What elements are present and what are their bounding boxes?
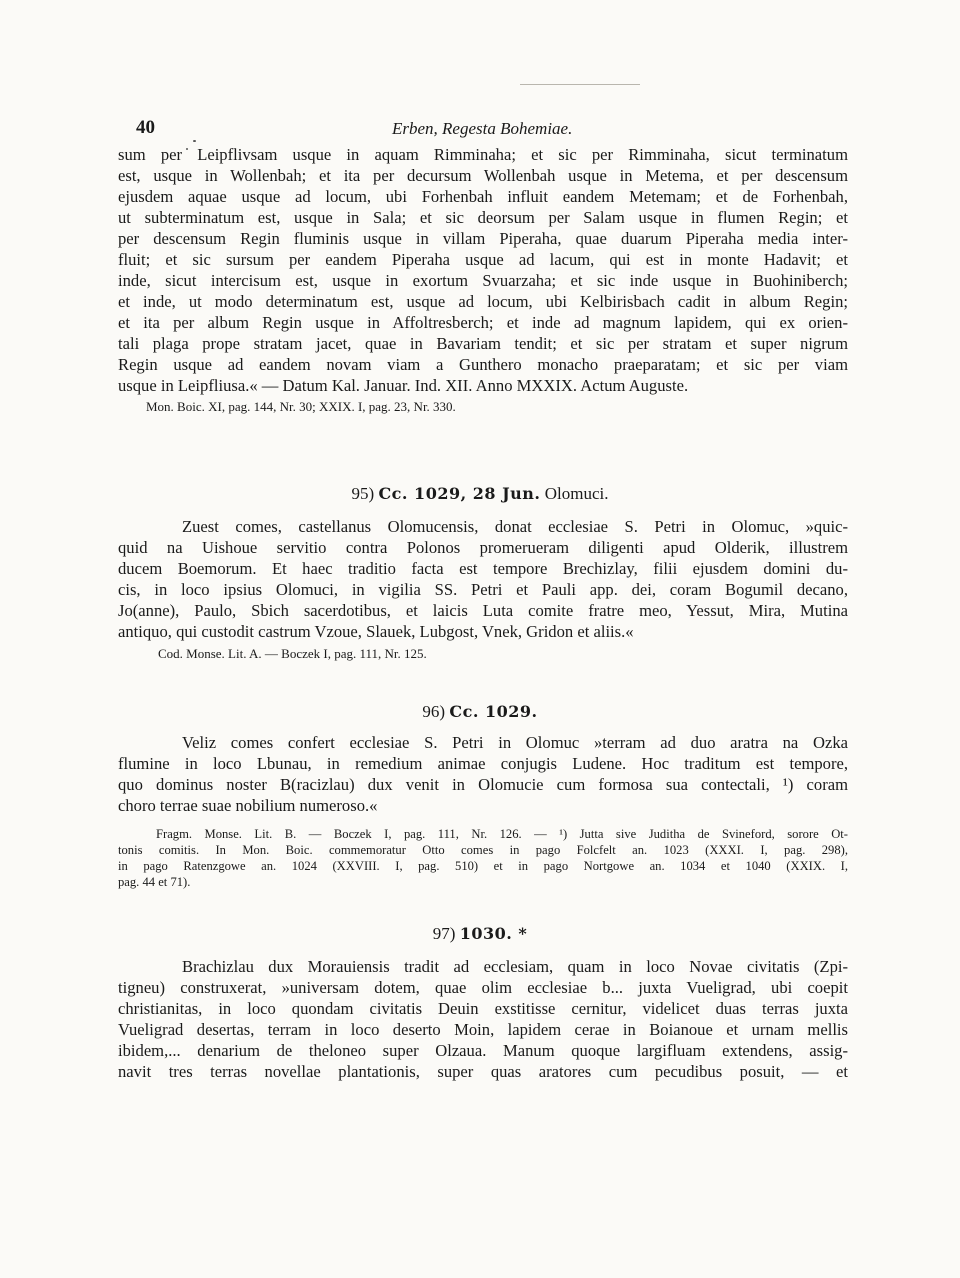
text-line: quid na Uishoue servitio contra Polonos promerueram diligenti apud Olderik, illustrem (118, 538, 848, 557)
text-line: sum per Leipflivsam usque in aquam Rimminaha; et sic per Rimminaha, sicut terminatum (118, 145, 848, 164)
text-line: per descensum Regin fluminis usque in villam Piperaha, quae duarum Piperaha media inter- (118, 229, 848, 248)
text-line: Jo(anne), Paulo, Sbich sacerdotibus, et laicis Luta comite fratre meo, Yessut, Mira, Mutina (118, 601, 848, 620)
source-citation: Mon. Boic. XI, pag. 144, Nr. 30; XXIX. I, pag. 23, Nr. 330. (146, 399, 456, 414)
source-citation: Cod. Monse. Lit. A. — Boczek I, pag. 111, Nr. 125. (158, 646, 427, 661)
text-line: Brachizlau dux Morauiensis tradit ad ecclesiam, quam in loco Novae civitatis (Zpi- (182, 957, 848, 976)
entry-heading (0, 702, 960, 722)
entry-number: 96) (422, 702, 446, 721)
text-line: Vueligrad desertas, terram in loco deserto Moin, lapidem cerae in Boianoue et urnam mellis (118, 1020, 848, 1039)
page-number: 40 (136, 117, 155, 138)
text-line: ut subterminatum est, usque in Sala; et sic deorsum per Salam usque in flumen Regin; et (118, 208, 848, 227)
entry-number: 97) (432, 924, 456, 943)
note-line: Fragm. Monse. Lit. B. — Boczek I, pag. 111, Nr. 126. — ¹) Jutta sive Juditha de Svineford, sorore Ot- (156, 827, 848, 841)
note-line: tonis comitis. In Mon. Boic. commemoratur Otto comes in pago Folcfelt an. 1023 (XXXI. I, pag. 298), (118, 843, 848, 857)
entry-number: 95) (351, 484, 375, 503)
text-line: christianitas, in loco quondam civitatis Deuin exstitisse cernitur, videlicet duas terras juxta (118, 999, 848, 1018)
text-line: flumine in loco Lbunau, in remedium animae conjugis Ludene. Hoc traditum est tempore, (118, 754, 848, 773)
text-line: antiquo, qui custodit castrum Vzoue, Slauek, Lubgost, Vnek, Gridon et aliis.« (118, 622, 634, 641)
text-line: fluit; et sic sursum per eandem Piperaha usque ad lacum, qui est in monte Hadavit; et (118, 250, 848, 269)
entry-date: 1030. * (459, 924, 528, 943)
entry-text (118, 516, 848, 663)
text-line: inde, sicut intercisum est, usque in exortum Svuarzaha; et sic inde usque in Buohiniberch; (118, 271, 848, 290)
text-line: et ita per album Regin usque in Affoltresberch; et inde ad magnum lapidem, qui ex orien- (118, 313, 848, 332)
entry-date: Cc. 1029. (449, 702, 538, 721)
text-line: tigneu) construxerat, »universam dotem, quae olim ecclesiae b... juxta Vueligrad, ubi coepit (118, 978, 848, 997)
text-line: ibidem,... denarium de theloneo super Olzaua. Manum quoque largifluam extendens, assig- (118, 1041, 848, 1060)
running-title: Erben, Regesta Bohemiae. (392, 119, 573, 138)
text-line: Zuest comes, castellanus Olomucensis, donat ecclesiae S. Petri in Olomuc, »quic- (182, 517, 848, 536)
entry-text (118, 956, 848, 1082)
text-line: et inde, ut modo determinatum est, usque ad locum, ubi Kelbirisbach cadit in album Regin; (118, 292, 848, 311)
text-line: usque in Leipfliusa.« — Datum Kal. Januar. Ind. XII. Anno MXXIX. Actum Auguste. (118, 376, 689, 395)
text-line: quo dominus noster B(racizlau) dux venit in Olomucie cum formosa sua contectali, ¹) coram (118, 775, 848, 794)
entry-place: Olomuci. (544, 484, 609, 503)
text-line: cis, in loco ipsius Olomuci, in vigilia SS. Petri et Pauli app. dei, coram Bogumil decano, (118, 580, 848, 599)
entry-heading (0, 484, 960, 504)
text-line: tali plaga prope stratam jacet, quae in Bavariam tendit; et sic per stratam et super nigrum (118, 334, 848, 353)
entry-heading (0, 924, 960, 944)
entry-text (118, 732, 848, 816)
text-line: navit tres terras novellae plantationis, super quas aratores cum pecudibus posuit, — et (118, 1062, 848, 1081)
note-line: pag. 44 et 71). (118, 875, 191, 889)
entry-date: Cc. 1029, 28 Jun. (378, 484, 541, 503)
text-line: ejusdem aquae usque ad locum, ubi Forhenbah influit eandem Metemam; et de Forhenbah, (118, 187, 848, 206)
scan-rule (520, 84, 640, 85)
text-line: est, usque in Wollenbah; et ita per decursum Wollenbah usque in Metema, et per descensum (118, 166, 848, 185)
footnotes (118, 826, 848, 890)
note-line: in pago Ratenzgowe an. 1024 (XXVIII. I, pag. 510) et in pago Nortgowe an. 1034 et 1040 (XXIX. I, (118, 859, 848, 873)
running-head (136, 117, 856, 141)
text-line: Regin usque ad eandem novam viam a Gunthero monacho praeparatam; et sic per viam (118, 355, 848, 374)
text-line: Veliz comes confert ecclesiae S. Petri in Olomuc »terram ad duo aratra na Ozka (182, 733, 848, 752)
continuation-text (118, 144, 848, 416)
text-line: ducem Boemorum. Et haec traditio facta est tempore Brechizlay, filii ejusdem domini du- (118, 559, 848, 578)
text-line: choro terrae suae nobilium numeroso.« (118, 796, 378, 815)
